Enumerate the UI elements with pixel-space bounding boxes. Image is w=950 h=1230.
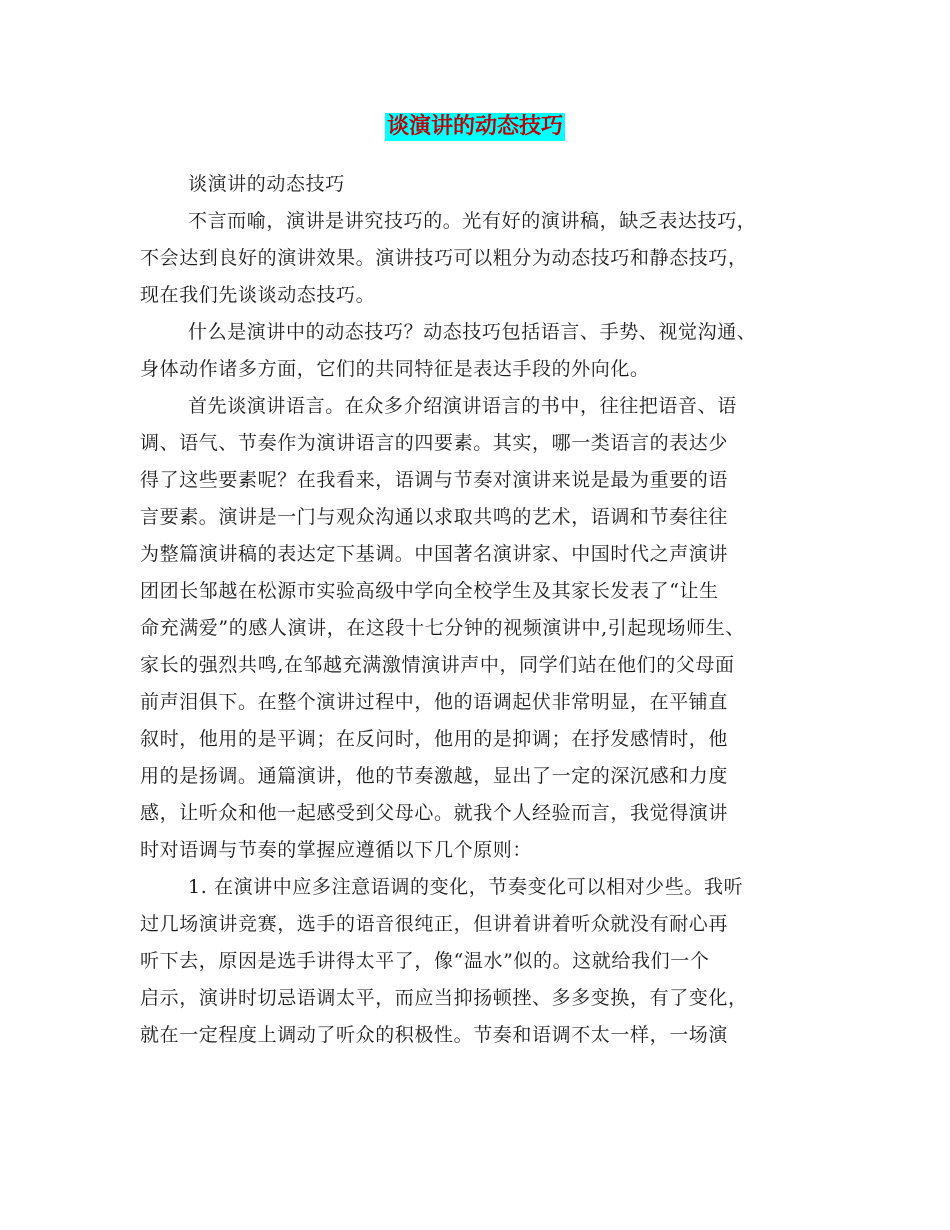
text-line: 为整篇演讲稿的表达定下基调。中国著名演讲家、中国时代之声演讲: [140, 543, 729, 565]
text-line: 前声泪俱下。在整个演讲过程中，他的语调起伏非常明显，在平铺直: [140, 691, 729, 713]
text-line: 时对语调与节奏的掌握应遵循以下几个原则：: [140, 839, 533, 861]
text-line: 言要素。演讲是一门与观众沟通以求取共鸣的艺术，语调和节奏往往: [140, 506, 729, 528]
document-body: [140, 166, 820, 1054]
text-line: 首先谈演讲语言。在众多介绍演讲语言的书中，往往把语音、语: [188, 395, 737, 417]
text-line: 现在我们先谈谈动态技巧。: [140, 284, 376, 306]
text-line: 谈演讲的动态技巧: [188, 173, 345, 195]
text-line: 听下去，原因是选手讲得太平了，像“温水”似的。这就给我们一个: [140, 950, 710, 972]
text-line: 团团长邹越在松源市实验高级中学向全校学生及其家长发表了“让生: [140, 580, 719, 602]
text-line: 得了这些要素呢？在我看来，语调与节奏对演讲来说是最为重要的语: [140, 469, 729, 491]
text-line: 就在一定程度上调动了听众的积极性。节奏和语调不太一样，一场演: [140, 1024, 729, 1046]
text-line: 命充满爱”的感人演讲，在这段十七分钟的视频演讲中,引起现场师生、: [140, 617, 745, 639]
text-line: 身体动作诸多方面，它们的共同特征是表达手段的外向化。: [140, 358, 650, 380]
text-line: 过几场演讲竞赛，选手的语音很纯正，但讲着讲着听众就没有耐心再: [140, 913, 729, 935]
text-line: 启示，演讲时切忌语调太平，而应当抑扬顿挫、多多变换，有了变化，: [140, 987, 748, 1009]
title-container: [0, 113, 950, 141]
text-line: 1. 在演讲中应多注意语调的变化，节奏变化可以相对少些。我听: [188, 876, 744, 898]
text-line: 不言而喻，演讲是讲究技巧的。光有好的演讲稿，缺乏表达技巧，: [188, 210, 757, 232]
text-line: 家长的强烈共鸣,在邹越充满激情演讲声中，同学们站在他们的父母面: [140, 654, 735, 676]
text-line: 叙时，他用的是平调；在反问时，他用的是抑调；在抒发感情时，他: [140, 728, 729, 750]
text-line: 什么是演讲中的动态技巧？动态技巧包括语言、手势、视觉沟通、: [188, 321, 757, 343]
document-title: 谈演讲的动态技巧: [386, 114, 563, 139]
text-line: 感，让听众和他一起感受到父母心。就我个人经验而言，我觉得演讲: [140, 802, 729, 824]
text-line: 用的是扬调。通篇演讲，他的节奏激越，显出了一定的深沉感和力度: [140, 765, 729, 787]
text-line: 不会达到良好的演讲效果。演讲技巧可以粗分为动态技巧和静态技巧，: [140, 247, 748, 269]
text-line: 调、语气、节奏作为演讲语言的四要素。其实，哪一类语言的表达少: [140, 432, 729, 454]
